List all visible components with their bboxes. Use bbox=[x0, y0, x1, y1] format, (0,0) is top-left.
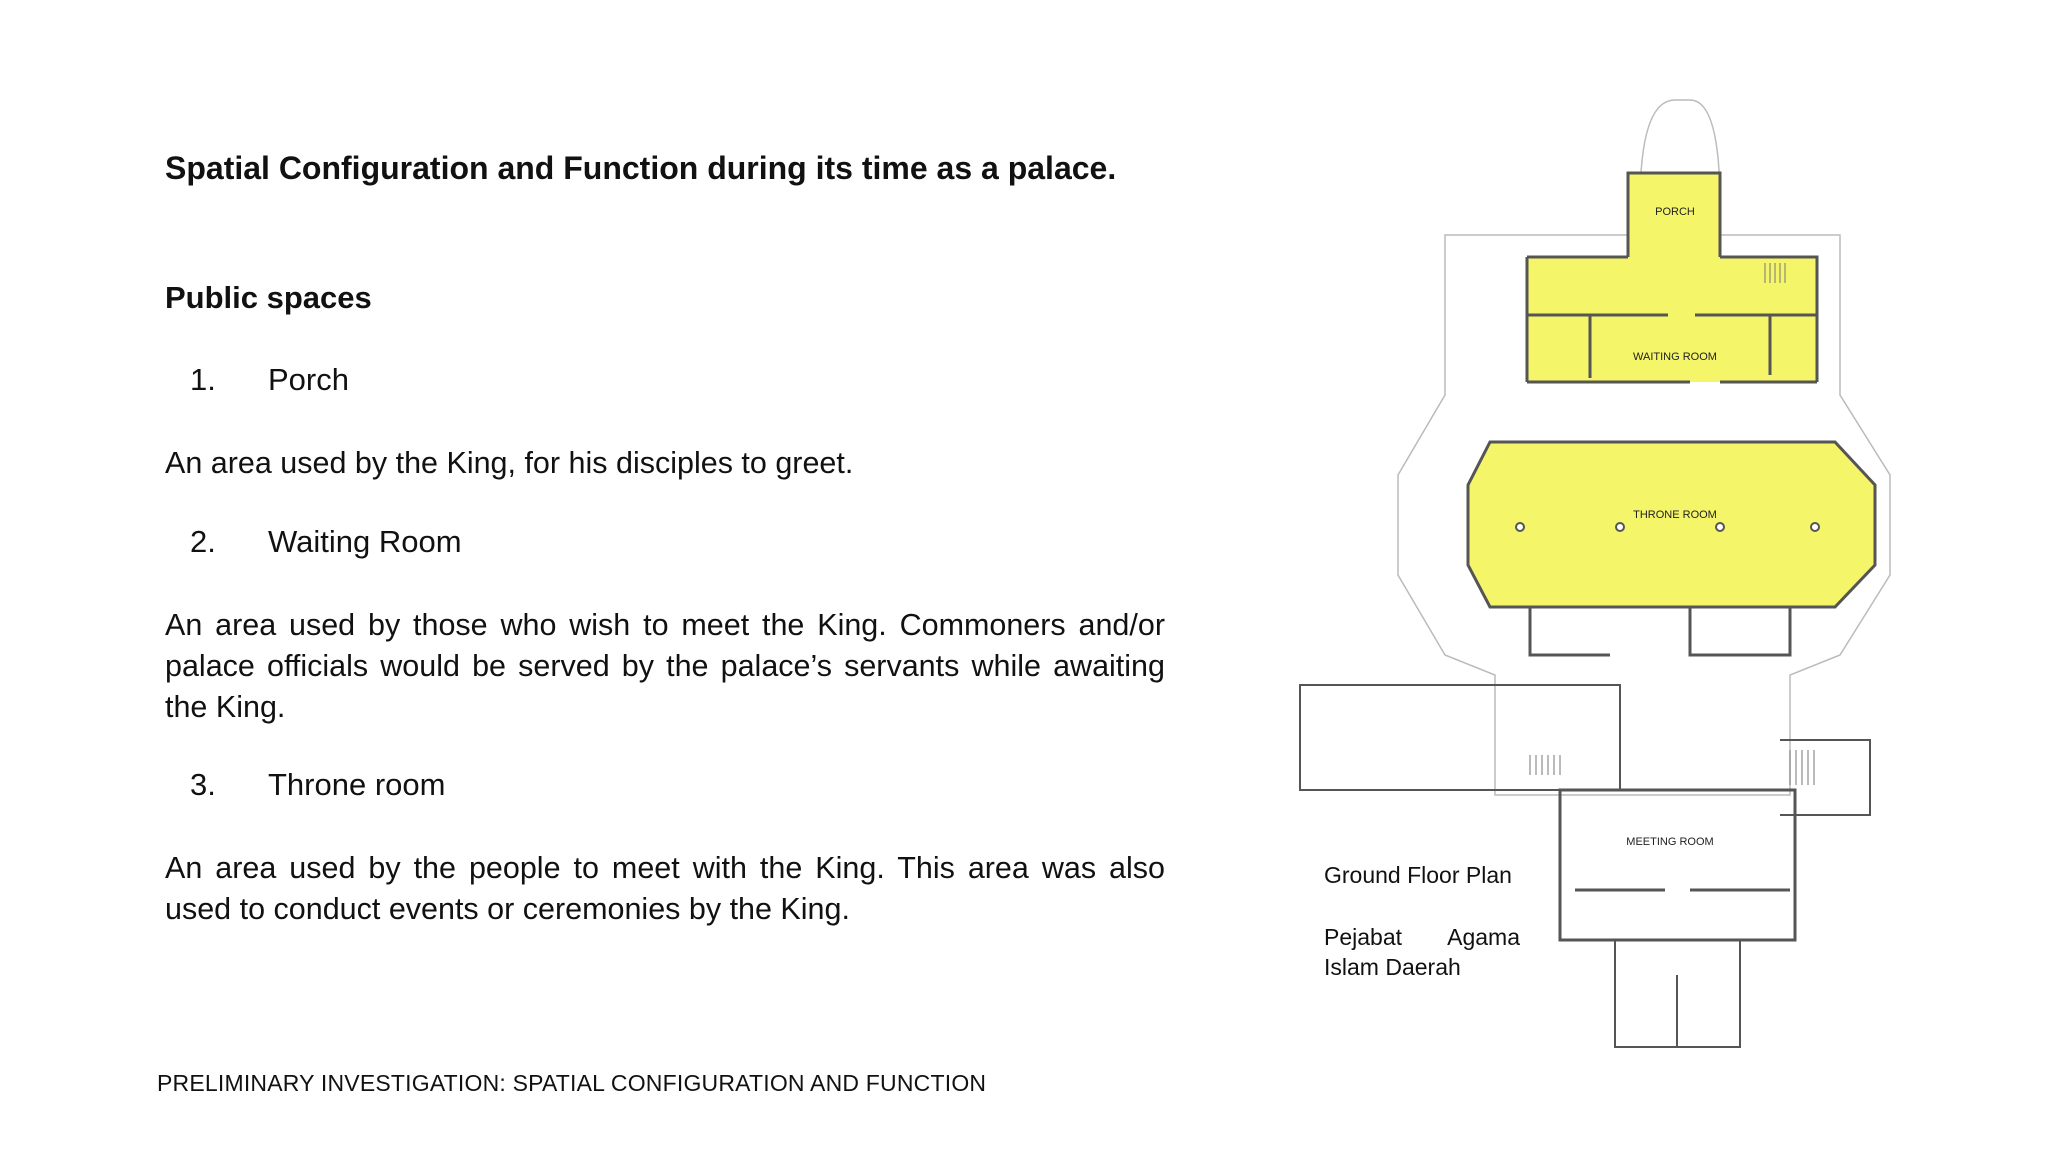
list-item-name: Waiting Room bbox=[268, 524, 462, 559]
throne-room-label: THRONE ROOM bbox=[1633, 509, 1717, 521]
column bbox=[1716, 523, 1724, 531]
meeting-room-label: MEETING ROOM bbox=[1626, 836, 1714, 848]
corridor-walls bbox=[1530, 607, 1790, 655]
section-heading: Public spaces bbox=[165, 280, 372, 315]
list-number: 2. bbox=[190, 524, 216, 559]
list-item-name: Porch bbox=[268, 362, 349, 397]
waiting-room-label: WAITING ROOM bbox=[1633, 351, 1717, 363]
column bbox=[1811, 523, 1819, 531]
plan-caption-title: Ground Floor Plan bbox=[1324, 862, 1512, 888]
list-number: 1. bbox=[190, 362, 216, 397]
item-description: An area used by the King, for his disciples to greet. bbox=[165, 446, 854, 480]
item-description: An area used by the people to meet with the King. This area was also used to conduct events or ceremonies by the King. bbox=[165, 851, 1165, 926]
list-item-throne-room bbox=[190, 767, 690, 803]
slide-footer: PRELIMINARY INVESTIGATION: SPATIAL CONFIGURATION AND FUNCTION bbox=[157, 1070, 987, 1096]
meeting-room-walls bbox=[1560, 790, 1795, 940]
column bbox=[1516, 523, 1524, 531]
west-wing-walls bbox=[1300, 685, 1620, 790]
list-item-waiting-room bbox=[190, 524, 690, 560]
porch-label: PORCH bbox=[1655, 206, 1695, 218]
stair-east bbox=[1790, 750, 1814, 785]
list-item-porch bbox=[190, 362, 690, 398]
list-item-name: Throne room bbox=[268, 767, 446, 802]
plan-caption-building-line1: Pejabat Agama bbox=[1324, 924, 1520, 950]
public-spaces-highlight bbox=[1468, 173, 1875, 607]
waiting-room-highlight bbox=[1527, 257, 1817, 382]
item-description: An area used by those who wish to meet the King. Commoners and/or palace officials would be served by the palace’s servants while awaiting the King. bbox=[165, 608, 1165, 724]
plan-caption-building-line2: Islam Daerah bbox=[1324, 954, 1461, 980]
slide-title: Spatial Configuration and Function during its time as a palace. bbox=[165, 150, 1117, 186]
stair-west bbox=[1530, 755, 1560, 775]
list-number: 3. bbox=[190, 767, 216, 802]
column bbox=[1616, 523, 1624, 531]
